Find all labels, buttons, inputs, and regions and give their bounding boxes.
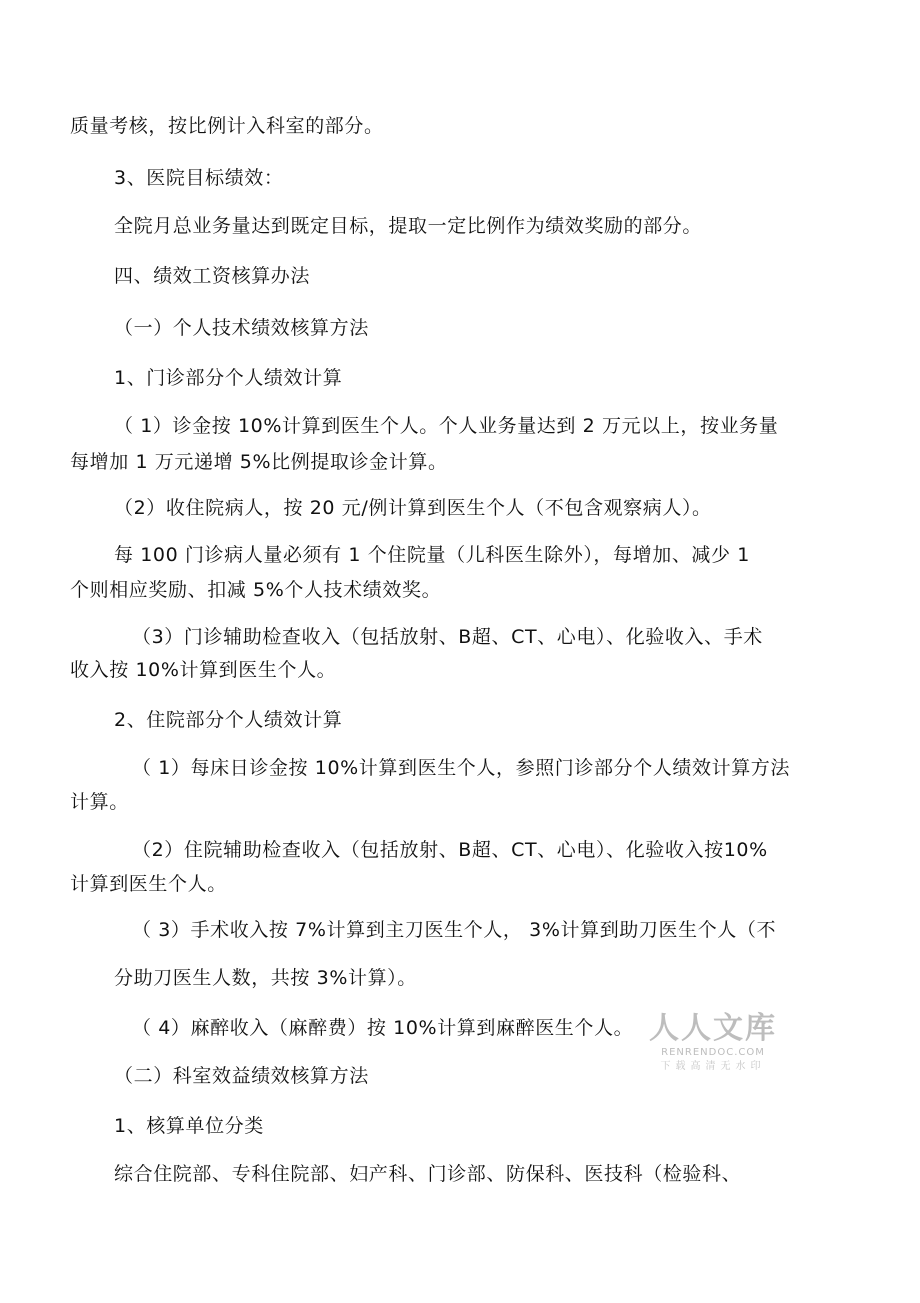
text-line: 全院月总业务量达到既定目标，提取一定比例作为绩效奖励的部分。 <box>114 215 703 237</box>
text-line: 计算。 <box>70 791 129 813</box>
text-line: （ 1）诊金按 10%计算到医生个人。个人业务量达到 2 万元以上，按业务量 <box>114 415 779 437</box>
watermark-site: RENRENDOC.COM <box>661 1047 765 1058</box>
text-line: （一）个人技术绩效核算方法 <box>114 317 369 339</box>
text-line: 1、核算单位分类 <box>114 1115 264 1137</box>
text-line: （二）科室效益绩效核算方法 <box>114 1065 369 1087</box>
text-line: （ 4）麻醉收入（麻醉费）按 10%计算到麻醉医生个人。 <box>132 1017 634 1039</box>
text-line: （2）住院辅助检查收入（包括放射、B超、CT、心电）、化验收入按10% <box>132 839 768 861</box>
text-line: 质量考核，按比例计入科室的部分。 <box>70 115 384 137</box>
text-line: 每 100 门诊病人量必须有 1 个住院量（儿科医生除外），每增加、减少 1 <box>114 544 750 566</box>
text-line: 每增加 1 万元递增 5%比例提取诊金计算。 <box>70 451 448 473</box>
watermark-title: 人人文库 <box>649 1011 777 1046</box>
text-line: （2）收住院病人，按 20 元/例计算到医生个人（不包含观察病人）。 <box>114 497 712 519</box>
text-line: 分助刀医生人数，共按 3%计算）。 <box>114 967 417 989</box>
text-line: 3、医院目标绩效： <box>114 167 284 189</box>
text-line: 综合住院部、专科住院部、妇产科、门诊部、防保科、医技科（检验科、 <box>114 1163 742 1185</box>
text-line: （ 3）手术收入按 7%计算到主刀医生个人， 3%计算到助刀医生个人（不 <box>132 919 777 941</box>
text-line: （3）门诊辅助检查收入（包括放射、B超、CT、心电）、化验收入、手术 <box>132 626 763 648</box>
text-line: 个则相应奖励、扣减 5%个人技术绩效奖。 <box>70 579 442 601</box>
text-line: （ 1）每床日诊金按 10%计算到医生个人，参照门诊部分个人绩效计算方法 <box>132 757 790 779</box>
text-line: 计算到医生个人。 <box>70 873 227 895</box>
text-line: 收入按 10%计算到医生个人。 <box>70 659 337 681</box>
watermark-slogan: 下载高清无水印 <box>660 1061 766 1072</box>
text-line: 1、门诊部分个人绩效计算 <box>114 367 343 389</box>
text-line: 2、住院部分个人绩效计算 <box>114 709 343 731</box>
text-line: 四、绩效工资核算办法 <box>114 265 311 287</box>
watermark <box>638 1012 788 1084</box>
